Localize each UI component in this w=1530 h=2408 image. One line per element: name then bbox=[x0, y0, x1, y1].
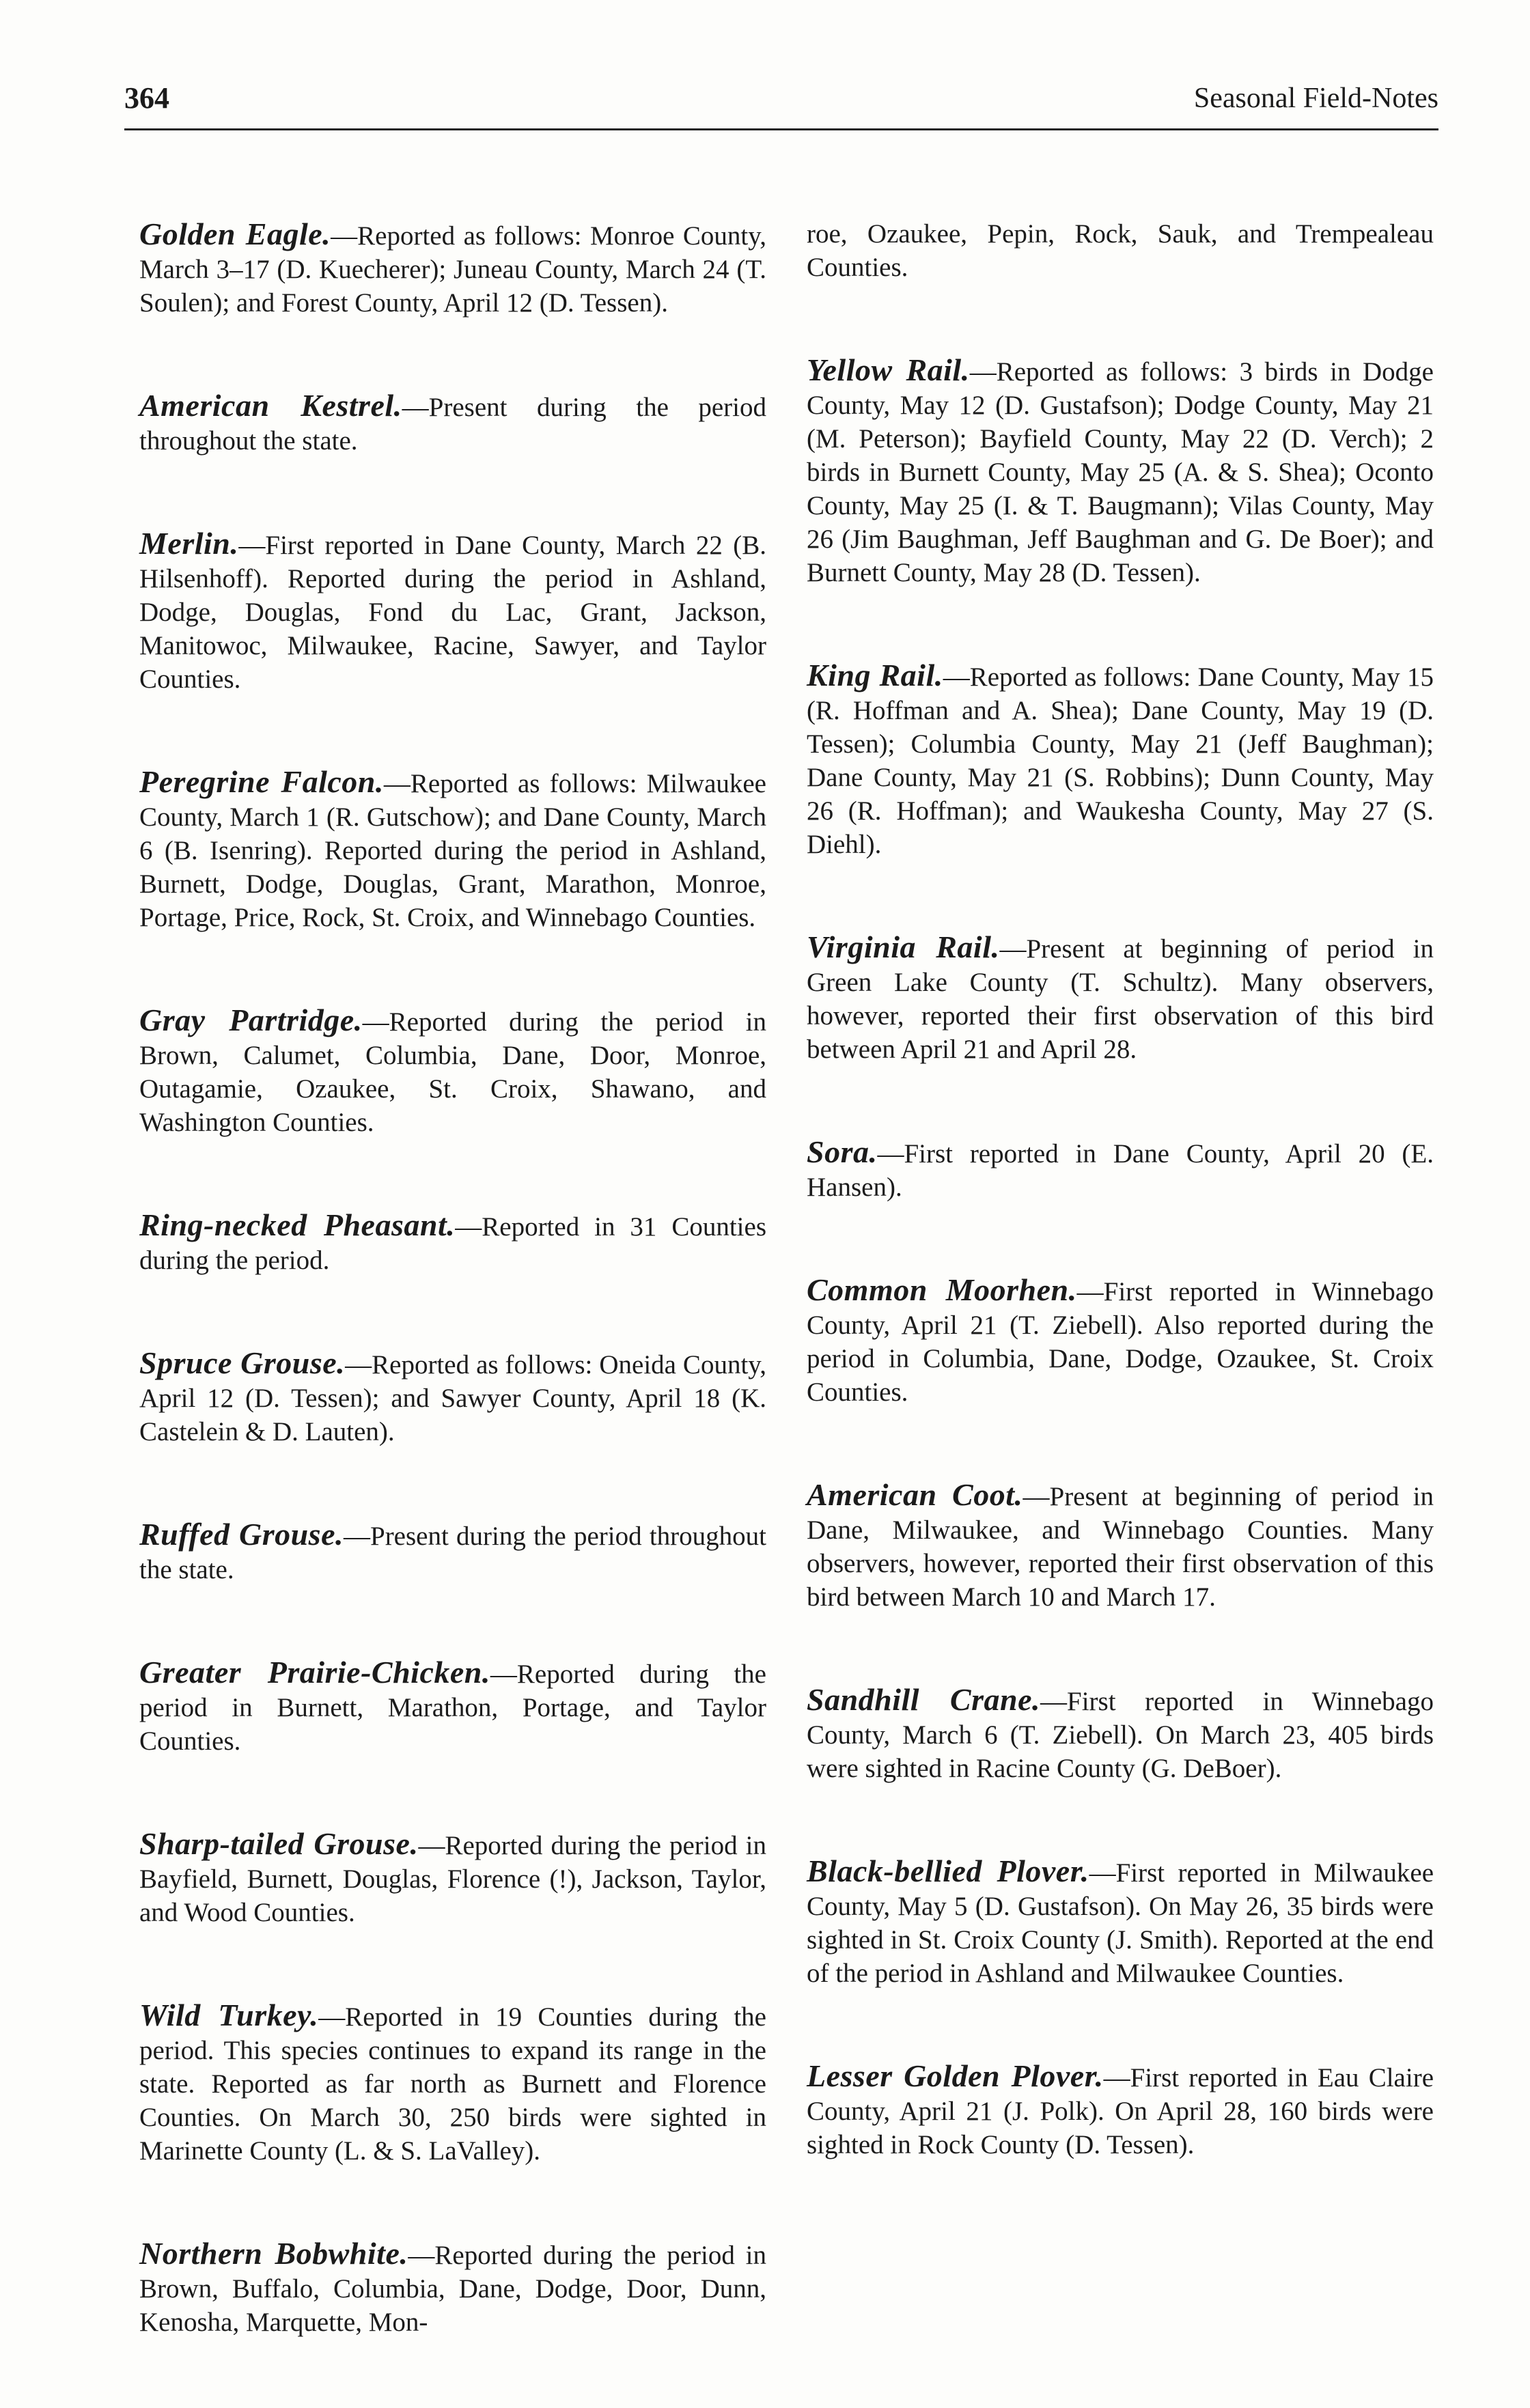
species-entry bbox=[139, 1827, 766, 1929]
species-name: Golden Eagle. bbox=[139, 216, 331, 251]
species-text: —Reported during the period in Brown, Calumet, Columbia, Dane, Door, Monroe, Outagamie, Ozaukee, St. Croix, Shawano, and Washington Counties. bbox=[139, 1007, 766, 1137]
species-entry bbox=[139, 1998, 766, 2168]
species-text: —Reported during the period in Bayfield, Burnett, Douglas, Florence (!), Jackson, Taylor, and Wood Counties. bbox=[139, 1831, 766, 1927]
species-entry bbox=[139, 2237, 766, 2339]
species-entry bbox=[139, 1208, 766, 1277]
species-name: American Kestrel. bbox=[139, 388, 402, 423]
species-entry bbox=[807, 1854, 1434, 1990]
species-text: —Present during the period throughout the state. bbox=[139, 1522, 766, 1584]
species-text: —Reported in 19 Counties during the period. This species continues to expand its range in the state. Reported as far north as Burnett and Florence Counties. On March 30, 250 birds were sighted in Marinette County (L. & S. LaValley). bbox=[139, 2002, 766, 2166]
species-text: —First reported in Dane County, March 22 (B. Hilsenhoff). Reported during the period in Ashland, Dodge, Douglas, Fond du Lac, Grant, Jackson, Manitowoc, Milwaukee, Racine, Sawyer, and Taylor Counties. bbox=[139, 531, 766, 694]
species-name: Greater Prairie-Chicken. bbox=[139, 1655, 490, 1690]
species-entry bbox=[139, 389, 766, 458]
species-name: Merlin. bbox=[139, 526, 239, 561]
species-entry bbox=[139, 1517, 766, 1586]
left-column bbox=[139, 217, 766, 2408]
species-name: Northern Bobwhite. bbox=[139, 2236, 408, 2271]
right-column bbox=[807, 217, 1434, 2230]
page-number: 364 bbox=[124, 81, 169, 115]
species-entry bbox=[139, 1655, 766, 1758]
species-name: Black-bellied Plover. bbox=[807, 1853, 1089, 1888]
species-entry bbox=[139, 1003, 766, 1139]
species-entry bbox=[807, 1273, 1434, 1409]
species-name: Spruce Grouse. bbox=[139, 1345, 346, 1380]
species-entry bbox=[807, 1683, 1434, 1785]
species-name: King Rail. bbox=[807, 658, 943, 692]
species-entry bbox=[807, 1478, 1434, 1614]
species-entry bbox=[139, 1346, 766, 1448]
species-entry bbox=[139, 527, 766, 696]
species-name: American Coot. bbox=[807, 1477, 1023, 1512]
species-text: —Present at beginning of period in Green Lake County (T. Schultz). Many observers, however, reported their first observation of this bird between April 21 and April 28. bbox=[807, 934, 1434, 1064]
page-header bbox=[124, 76, 1438, 130]
species-text: —Reported during the period in Burnett, Marathon, Portage, and Taylor Counties. bbox=[139, 1660, 766, 1756]
species-text: —Present at beginning of period in Dane, Milwaukee, and Winnebago Counties. Many observers, however, reported their first observation of this bird between March 10 and March 17. bbox=[807, 1482, 1434, 1612]
species-name: Peregrine Falcon. bbox=[139, 764, 384, 799]
species-name: Yellow Rail. bbox=[807, 352, 970, 387]
species-name: Wild Turkey. bbox=[139, 1998, 319, 2032]
species-text: —Reported during the period in Brown, Buffalo, Columbia, Dane, Dodge, Door, Dunn, Kenosha, Marquette, Mon- bbox=[139, 2241, 766, 2337]
species-name: Sandhill Crane. bbox=[807, 1682, 1040, 1717]
species-entry bbox=[807, 1135, 1434, 1204]
species-entry bbox=[807, 353, 1434, 589]
species-entry bbox=[139, 217, 766, 320]
species-text: —Present during the period throughout the state. bbox=[139, 393, 766, 456]
species-text: —First reported in Winnebago County, March 6 (T. Ziebell). On March 23, 405 birds were sighted in Racine County (G. DeBoer). bbox=[807, 1687, 1434, 1783]
species-entry bbox=[807, 658, 1434, 861]
continued-text: roe, Ozaukee, Pepin, Rock, Sauk, and Trempealeau Counties. bbox=[807, 219, 1434, 282]
species-text: —Reported as follows: 3 birds in Dodge County, May 12 (D. Gustafson); Dodge County, May 21 (M. Peterson); Bayfield County, May 22 (D. Verch); 2 birds in Burnett County, May 25 (A. & S. Shea); Oconto County, May 25 (I. & T. Baugmann); Vilas County, May 26 (Jim Baughman, Jeff Baughman and G. De Boer); and Burnett County, May 28 (D. Tessen). bbox=[807, 357, 1434, 587]
species-text: —Reported as follows: Oneida County, April 12 (D. Tessen); and Sawyer County, April 18 (K. Castelein & D. Lauten). bbox=[139, 1350, 766, 1446]
species-text: —Reported as follows: Milwaukee County, March 1 (R. Gutschow); and Dane County, March 6 (B. Isenring). Reported during the period in Ashland, Burnett, Dodge, Douglas, Grant, Marathon, Monroe, Portage, Price, Rock, St. Croix, and Winnebago Counties. bbox=[139, 769, 766, 932]
species-name: Ring-necked Pheasant. bbox=[139, 1207, 456, 1242]
species-text: —Reported as follows: Monroe County, March 3–17 (D. Kuecherer); Juneau County, March 24 (T. Soulen); and Forest County, April 12 (D. Tessen). bbox=[139, 221, 766, 318]
species-text: —First reported in Dane County, April 20 (E. Hansen). bbox=[807, 1139, 1434, 1202]
species-text: —First reported in Winnebago County, April 21 (T. Ziebell). Also reported during the period in Columbia, Dane, Dodge, Ozaukee, St. Croix Counties. bbox=[807, 1277, 1434, 1407]
species-name: Gray Partridge. bbox=[139, 1003, 363, 1037]
species-name: Ruffed Grouse. bbox=[139, 1517, 344, 1552]
species-entry bbox=[139, 765, 766, 934]
species-name: Sora. bbox=[807, 1134, 878, 1169]
species-entry bbox=[807, 930, 1434, 1066]
running-head: Seasonal Field-Notes bbox=[1193, 83, 1438, 114]
species-name: Sharp-tailed Grouse. bbox=[139, 1826, 419, 1861]
species-text: —First reported in Eau Claire County, April 21 (J. Polk). On April 28, 160 birds were sighted in Rock County (D. Tessen). bbox=[807, 2063, 1434, 2159]
species-text: —Reported in 31 Counties during the period. bbox=[139, 1212, 767, 1275]
species-entry bbox=[807, 2059, 1434, 2161]
species-name: Common Moorhen. bbox=[807, 1272, 1077, 1307]
species-name: Virginia Rail. bbox=[807, 929, 1000, 964]
species-text: —Reported as follows: Dane County, May 15 (R. Hoffman and A. Shea); Dane County, May 19 (D. Tessen); Columbia County, May 21 (Jeff Baughman); Dane County, May 21 (S. Robbins); Dunn County, May 26 (R. Hoffman); and Waukesha County, May 27 (S. Diehl). bbox=[807, 662, 1434, 859]
species-name: Lesser Golden Plover. bbox=[807, 2058, 1104, 2093]
species-text: —First reported in Milwaukee County, May 5 (D. Gustafson). On May 26, 35 birds were sighted in St. Croix County (J. Smith). Reported at the end of the period in Ashland and Milwaukee Counties. bbox=[807, 1858, 1434, 1988]
